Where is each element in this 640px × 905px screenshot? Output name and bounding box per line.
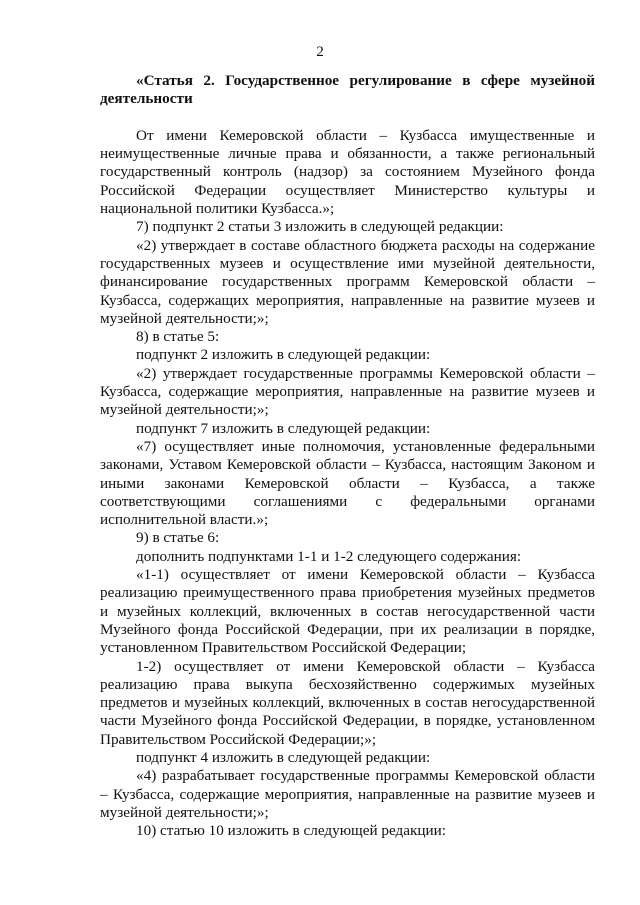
paragraph: «1-1) осуществляет от имени Кемеровской области – Кузбасса реализацию преимущественного права приобретения музейных предметов и музейных коллекций, включенных в состав негосударственной части Музейного фонда Российской Федерации, при их реализации в порядке, установленном Правительством Российской Федерации; bbox=[100, 566, 595, 657]
paragraph: 1-2) осуществляет от имени Кемеровской области – Кузбасса реализацию права выкупа бесхозяйственно содержимых музейных предметов и музейных коллекций, включенных в состав негосударственной части Музейного фонда Российской Федерации, в порядке, установленном Правительством Российской Федерации;»; bbox=[100, 657, 595, 748]
paragraph: «4) разрабатывает государственные программы Кемеровской области – Кузбасса, содержащие мероприятия, направленные на развитие музеев и музейной деятельности;»; bbox=[100, 767, 595, 821]
paragraph: «7) осуществляет иные полномочия, установленные федеральными законами, Уставом Кемеровской области – Кузбасса, настоящим Законом и иными законами Кемеровской области – Кузбасса, а также соответствующими соглашениями с федеральными органами исполнительной власти.»; bbox=[100, 437, 595, 529]
paragraph: подпункт 2 изложить в следующей редакции: bbox=[136, 346, 431, 364]
paragraph: дополнить подпунктами 1-1 и 1-2 следующего содержания: bbox=[136, 547, 522, 565]
page-number: 2 bbox=[316, 43, 324, 60]
paragraph: От имени Кемеровской области – Кузбасса имущественные и неимущественные личные права и обязанности, а также региональный государственный контроль (надзор) за состоянием Музейного фонда Российской Федерации осуществляет Министерство культуры и национальной политики Кузбасса.»; bbox=[100, 126, 595, 218]
paragraph: 8) в статье 5: bbox=[136, 328, 220, 346]
paragraph: «2) утверждает в составе областного бюджета расходы на содержание государственных музеев и осуществление ими музейной деятельности, финансирование государственных программ Кемеровской области – Кузбасса, содержащих мероприятия, направленные на развитие музеев и музейной деятельности;»; bbox=[100, 236, 595, 327]
article-title: «Статья 2. Государственное регулирование в сфере музейной деятельности bbox=[100, 72, 595, 108]
paragraph: 9) в статье 6: bbox=[136, 529, 220, 547]
document-body bbox=[100, 72, 595, 840]
blank-line bbox=[100, 109, 595, 127]
paragraph: 7) подпункт 2 статьи 3 изложить в следующей редакции: bbox=[136, 218, 504, 236]
paragraph: подпункт 7 изложить в следующей редакции: bbox=[136, 419, 431, 437]
paragraph: «2) утверждает государственные программы Кемеровской области – Кузбасса, содержащие мероприятия, направленные на развитие музеев и музейной деятельности;»; bbox=[100, 364, 595, 419]
paragraph: 10) статью 10 изложить в следующей редакции: bbox=[136, 822, 446, 840]
paragraph: подпункт 4 изложить в следующей редакции: bbox=[136, 748, 431, 766]
